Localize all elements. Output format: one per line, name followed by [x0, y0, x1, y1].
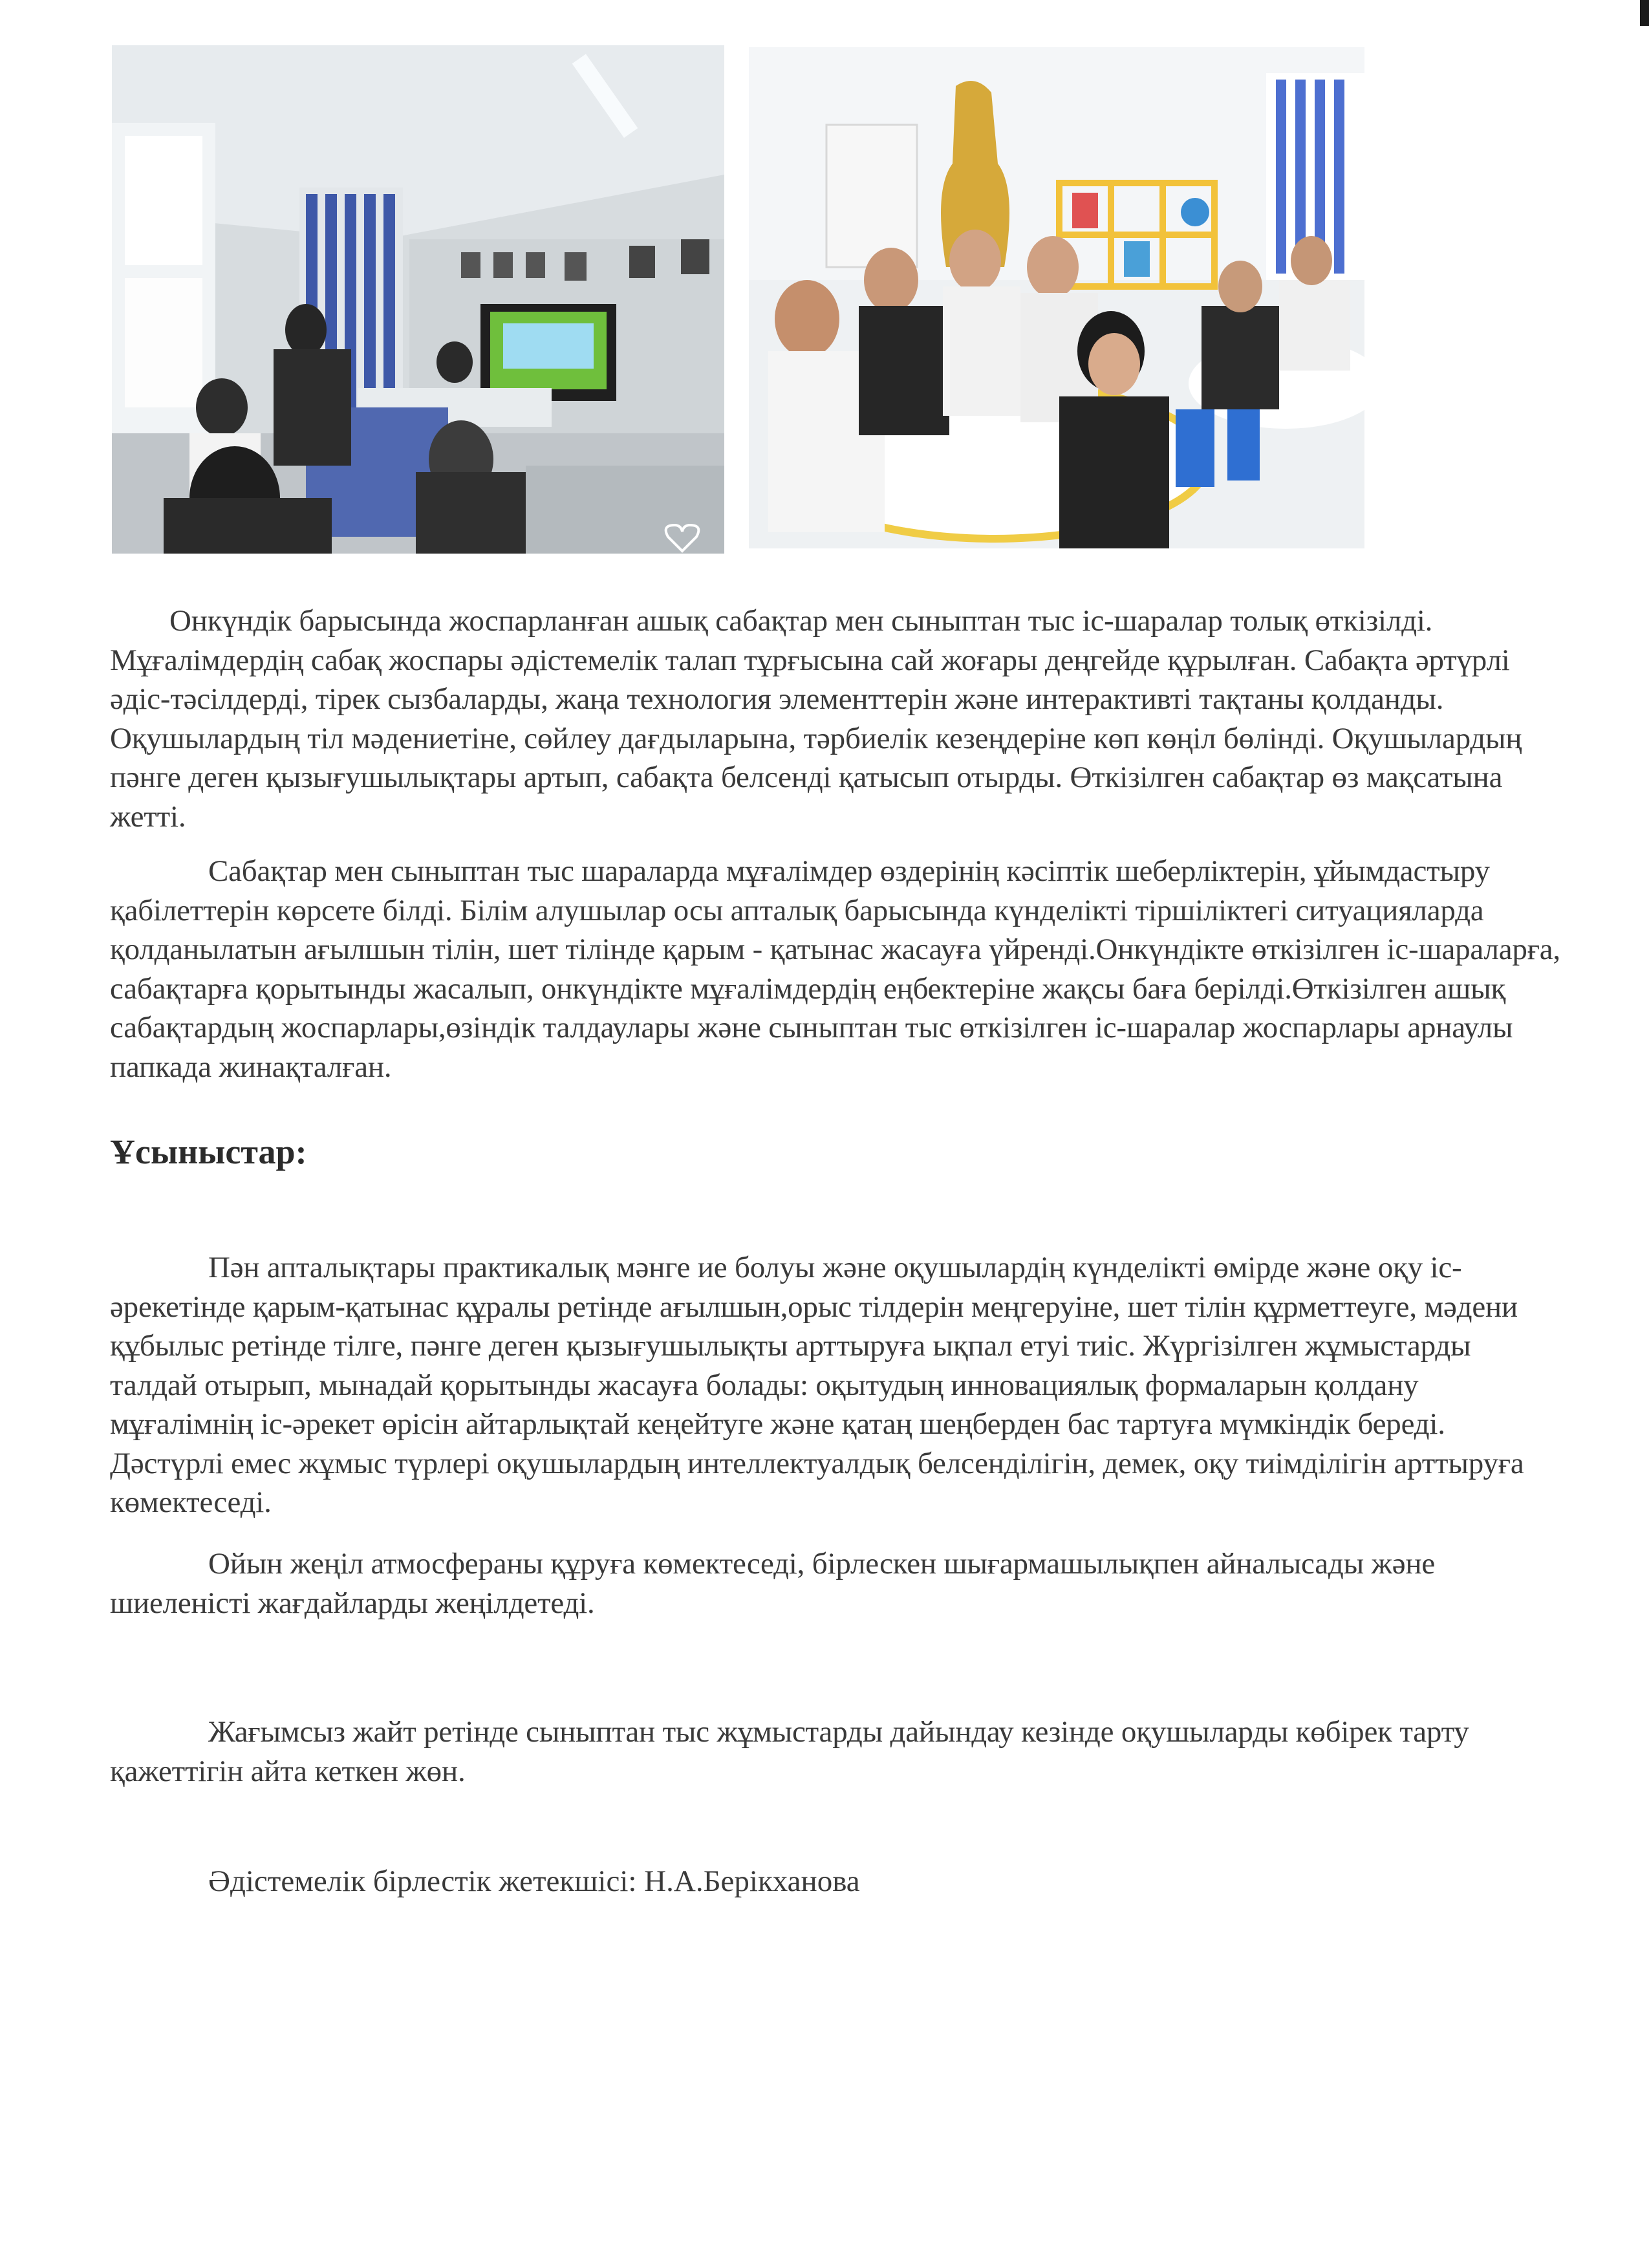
signature-line: Әдістемелік бірлестік жетекшісі: Н.А.Берікханова	[208, 1864, 860, 1898]
paragraph-negative-aspect: Жағымсыз жайт ретінде сыныптан тыс жұмыстарды дайындау кезінде оқушыларды көбірек тарту қажеттігін айта кеткен жөн.	[110, 1715, 1469, 1788]
scan-edge-mark	[1640, 0, 1649, 26]
section-heading-recommendations: Ұсыныстар:	[110, 1132, 307, 1171]
paragraph-teachers-skills: Сабақтар мен сыныптан тыс шараларда мұғалімдер өздерінің кәсіптік шеберліктерін, ұйымдастыру қабілеттерін көрсете білді. Білім алушылар осы апталық барысында күнделікті тіршіліктегі ситуацияларда қолданылатын ағылшын тілін, шет тілінде қарым - қатынас жасауға үйренді.Онкүндікте өткізілген іс-шараларға, сабақтарға қорытынды жасалып, онкүндікте мұғалімдердің еңбектеріне жақсы баға берілді.Өткізілген ашық сабақтардың жоспарлары,өзіндік талдаулары және сыныптан тыс өткізілген іс-шаралар жоспарлары арнаулы папкада жинақталған.	[110, 854, 1560, 1084]
paragraph-summary: Онкүндік барысында жоспарланған ашық сабақтар мен сыныптан тыс іс-шаралар толық өткізілді. Мұғалімдердің сабақ жоспары әдістемелік талап тұрғысына сай жоғары деңгейде құрылған. Сабақта әртүрлі әдіс-тәсілдерді, тірек сызбаларды, жаңа технология элементтерін және интерактивті тақтаны қолданды. Оқушылардың тіл мәдениетіне, сөйлеу дағдыларына, тәрбиелік кезеңдеріне көп көңіл бөлінді. Оқушылардың пәнге деген қызығушылықтары артып, сабақта белсенді қатысып отырды. Өткізілген сабақтар өз мақсатына жетті.	[110, 604, 1522, 834]
paragraph-recommendations: Пән апталықтары практикалық мәнге ие болуы және оқушылардің күнделікті өмірде және оқу іс-әрекетінде қарым-қатынас құралы ретінде ағылшын,орыс тілдерін меңгеруіне, шет тілін құрметтеуге, мәдени құбылыс ретінде тілге, пәнге деген қызығушылықты арттыруға ықпал етуі тиіс. Жүргізілген жұмыстарды талдай отырып, мынадай қорытынды жасауға болады: оқытудың инновациялық формаларын қолдану мұғалімнің іс-әрекет өрісін айтарлықтай кеңейтуге және қатаң шеңберден бас тартуға мүмкіндік береді. Дәстүрлі емес жұмыс түрлері оқушылардың интеллектуалдық белсенділігін, демек, оқу тиімділігін арттыруға көмектеседі.	[110, 1251, 1524, 1519]
classroom-photo-icon	[112, 45, 724, 554]
students-group-photo-icon	[749, 47, 1364, 548]
classroom-photo	[112, 45, 724, 554]
paragraph-game-atmosphere: Ойын жеңіл атмосфераны құруға көмектеседі, бірлескен шығармашылықпен айналысады және шиеленісті жағдайларды жеңілдетеді.	[110, 1547, 1436, 1620]
students-group-photo	[749, 47, 1364, 548]
